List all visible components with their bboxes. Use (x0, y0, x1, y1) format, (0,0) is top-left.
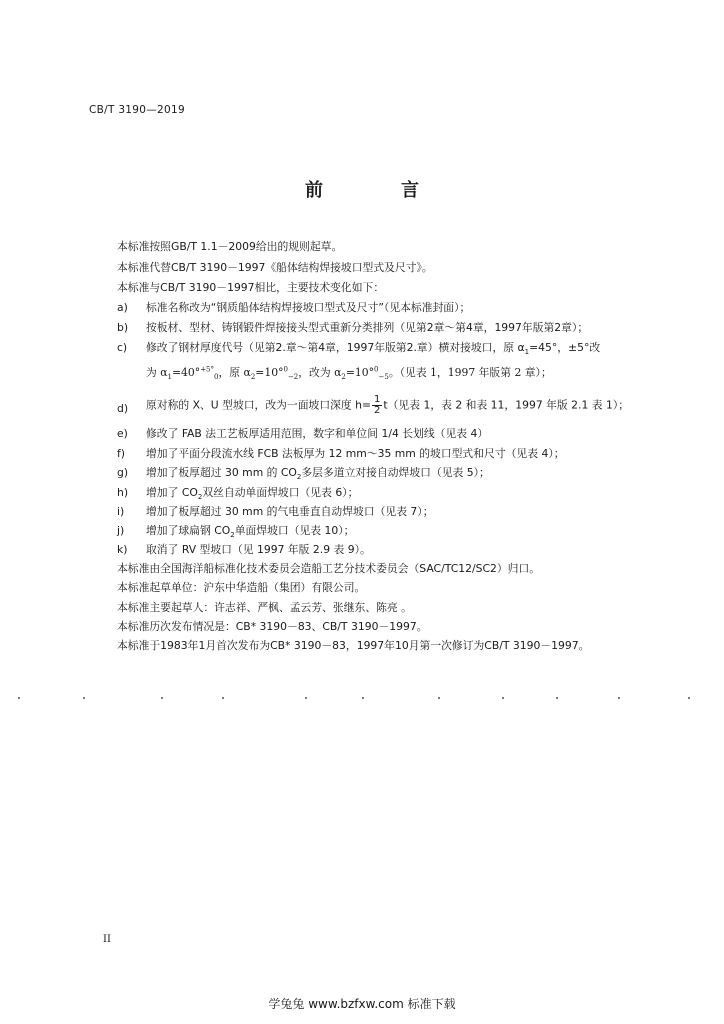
fraction (372, 395, 382, 416)
subscript: 2 (341, 373, 346, 382)
superscript: 0 (283, 365, 288, 374)
superscript: 0 (374, 365, 379, 374)
list-item-label: h) (117, 486, 129, 499)
subscript: −5 (378, 373, 389, 382)
text-segment: 增加了球扁钢 CO (146, 524, 231, 537)
superscript: +5° (200, 365, 215, 374)
page-number: II (103, 934, 111, 945)
text-segment: =45°，±5°改 (529, 341, 601, 354)
list-item-text: 增加了平面分段流水线 FCB 法板厚为 12 mm～35 mm 的坡口型式和尺寸（见表 4）； (146, 447, 565, 460)
paragraph-drafting-rules: 本标准按照GB/T 1.1－2009给出的规则起草。 (117, 240, 343, 253)
list-item-text: 取消了 RV 型坡口（见 1997 年版 2.9 表 9）。 (146, 543, 371, 556)
list-item-text: 增加了板厚超过 30 mm 的气电垂直自动焊坡口（见表 7）； (146, 505, 434, 518)
list-item-label: j) (117, 524, 125, 537)
standard-code: CB/T 3190—2019 (89, 104, 185, 116)
subscript: −2 (287, 373, 299, 382)
paragraph-changes-intro: 本标准与CB/T 3190－1997相比，主要技术变化如下： (117, 281, 385, 294)
text-segment: =10° (345, 366, 375, 379)
footer-watermark: 学兔兔 www.bzfxw.com 标准下载 (268, 997, 456, 1011)
list-item-text (146, 341, 600, 355)
scan-artifact-dots (0, 697, 724, 703)
list-item-text: 修改了 FAB 法工艺板厚适用范围，数字和单位间 1/4 长划线（见表 4） (146, 427, 489, 440)
subscript: 2 (250, 373, 256, 382)
paragraph-responsible-committee: 本标准由全国海洋船标准化技术委员会造船工艺分技术委员会（SAC/TC12/SC2）归口。 (117, 562, 541, 575)
subscript: 2 (230, 531, 235, 540)
text-segment: 修改了钢材厚度代号（见第2.章～第4章，1997年版第2.章）横对接坡口，原 α (146, 341, 525, 354)
text-segment: =40° (172, 366, 201, 379)
subscript: 1 (524, 348, 530, 357)
list-item-text (146, 524, 354, 538)
text-segment: 原对称的 X、U 型坡口，改为一面坡口深度 h= (146, 398, 372, 412)
list-item-label: b) (117, 321, 129, 334)
subscript: 2 (197, 493, 203, 502)
list-item-text (146, 486, 358, 500)
subscript: 0 (214, 373, 219, 382)
fraction-denominator: 2 (374, 405, 381, 416)
paragraph-replaces: 本标准代替CB/T 3190－1997《船体结构焊接坡口型式及尺寸》。 (117, 261, 433, 274)
text-segment: 增加了板厚超过 30 mm 的 CO (146, 466, 297, 479)
text-segment: 为 α (146, 366, 168, 379)
paragraph-first-release: 本标准于1983年1月首次发布为CB* 3190－83，1997年10月第一次修订为CB/T 3190－1997。 (117, 639, 590, 652)
list-item-continuation (146, 366, 552, 380)
list-item-text: 标准名称改为“钢质船体结构焊接坡口型式及尺寸”（见本标准封面）； (146, 301, 471, 314)
list-item-label: k) (117, 543, 128, 556)
list-item-text: 按板材、型材、铸钢锻件焊接接头型式重新分类排列（见第2章～第4章，1997年版第2章）； (146, 321, 589, 334)
text-segment: 双丝自动单面焊坡口（见表 6）； (202, 486, 359, 499)
text-segment: 。（见表 1，1997 年版第 2 章）； (388, 366, 552, 379)
text-segment: 单面焊坡口（见表 10）； (234, 524, 355, 537)
list-item-label: e) (117, 427, 128, 440)
text-segment: t（见表 1，表 2 和表 11，1997 年版 2.1 表 1）； (383, 398, 630, 412)
list-item-label: c) (117, 341, 128, 354)
fraction-numerator: 1 (374, 394, 381, 405)
text-segment: ，原 α (218, 366, 251, 379)
list-item-label: g) (117, 466, 129, 479)
list-item-label: i) (117, 505, 125, 518)
subscript: 1 (167, 373, 172, 382)
text-segment: =10° (255, 366, 284, 379)
list-item-label: d) (117, 402, 129, 415)
paragraph-release-history: 本标准历次发布情况是：CB* 3190－83、CB/T 3190－1997。 (117, 620, 428, 633)
list-item-label: f) (117, 447, 126, 460)
text-segment: 增加了 CO (146, 486, 198, 499)
text-segment: ，改为 α (298, 366, 342, 379)
list-item-text (146, 395, 629, 416)
list-item-label: a) (117, 301, 128, 314)
list-item-text (146, 466, 490, 480)
paragraph-drafters: 本标准主要起草人：许志祥、严枫、孟云芳、张继东、陈亮 。 (117, 601, 412, 614)
subscript: 2 (296, 473, 302, 482)
text-segment: 多层多道立对接自动焊坡口（见表 5）； (301, 466, 490, 479)
page-title: 前 言 (305, 180, 449, 201)
paragraph-drafting-unit: 本标准起草单位：沪东中华造船（集团）有限公司。 (117, 581, 366, 594)
